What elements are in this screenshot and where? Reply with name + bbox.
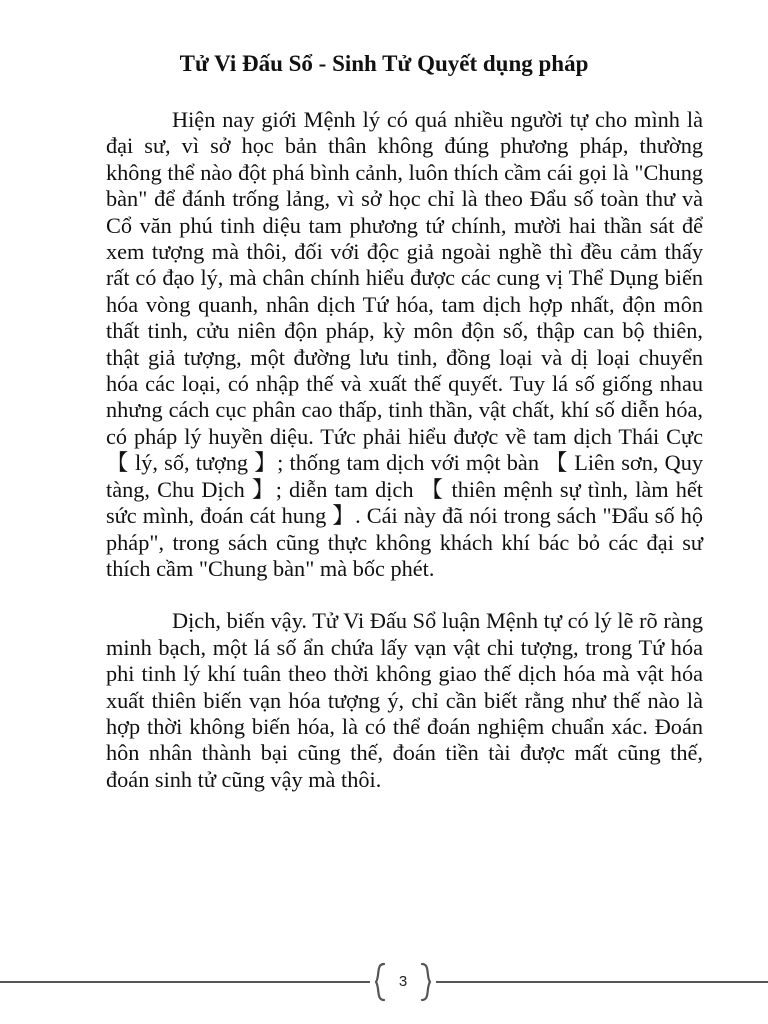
body-text xyxy=(106,107,703,793)
page-title: Tử Vi Đấu Sổ - Sinh Tử Quyết dụng pháp xyxy=(179,51,589,76)
footer-rule-left xyxy=(0,981,370,983)
page-footer xyxy=(0,962,768,1002)
paragraph-2: Dịch, biến vậy. Tử Vi Đấu Sổ luận Mệnh tự có lý lẽ rõ ràng minh bạch, một lá số ẩn chứa lấy vạn vật chi tượng, trong Tứ hóa phi tinh lý khí tuân theo thời không giao thế dịch hóa mà vật hóa xuất thiên biến vạn hóa tượng ý, chỉ cần biết rằng như thế nào là hợp thời không biến hóa, là có thể đoán nghiệm chuẩn xác. Đoán hôn nhân thành bại cũng thế, đoán tiền tài được mất cũng thế, đoán sinh tử cũng vậy mà thôi. xyxy=(106,608,703,792)
paragraph-1: Hiện nay giới Mệnh lý có quá nhiều người tự cho mình là đại sư, vì sở học bản thân không đúng phương pháp, thường không thể nào đột phá bình cảnh, luôn thích cầm cái gọi là "Chung bàn" để đánh trống lảng, vì sở học chỉ là theo Đẩu số toàn thư và Cổ văn phú tinh diệu tam phương tứ chính, mười hai thần sát để xem tượng mà thôi, đối với độc giả ngoài nghề thì đều cảm thấy rất có đạo lý, mà chân chính hiểu được các cung vị Thể Dụng biến hóa vòng quanh, nhân dịch Tứ hóa, tam dịch hợp nhất, độn môn thất tinh, cửu niên độn pháp, kỳ môn độn số, thập can bộ thiên, thật giả tượng, một đường lưu tinh, đồng loại và dị loại chuyển hóa các loại, có nhập thế và xuất thế quyết. Tuy lá số giống nhau nhưng cách cục phân cao thấp, tinh thần, vật chất, khí số diễn hóa, có pháp lý huyền diệu. Tức phải hiểu được về tam dịch Thái Cực 【 lý, số, tượng 】; thống tam dịch với một bàn 【 Liên sơn, Quy tàng, Chu Dịch 】; diễn tam dịch 【 thiên mệnh sự tình, làm hết sức mình, đoán cát hung 】. Cái này đã nói trong sách "Đẩu số hộ pháp", trong sách cũng thực không khách khí bác bỏ các đại sư thích cầm "Chung bàn" mà bốc phét. xyxy=(106,107,703,581)
footer-rule-right xyxy=(436,981,768,983)
page-number: 3 xyxy=(398,973,408,990)
page-number-bracket xyxy=(372,962,434,1002)
